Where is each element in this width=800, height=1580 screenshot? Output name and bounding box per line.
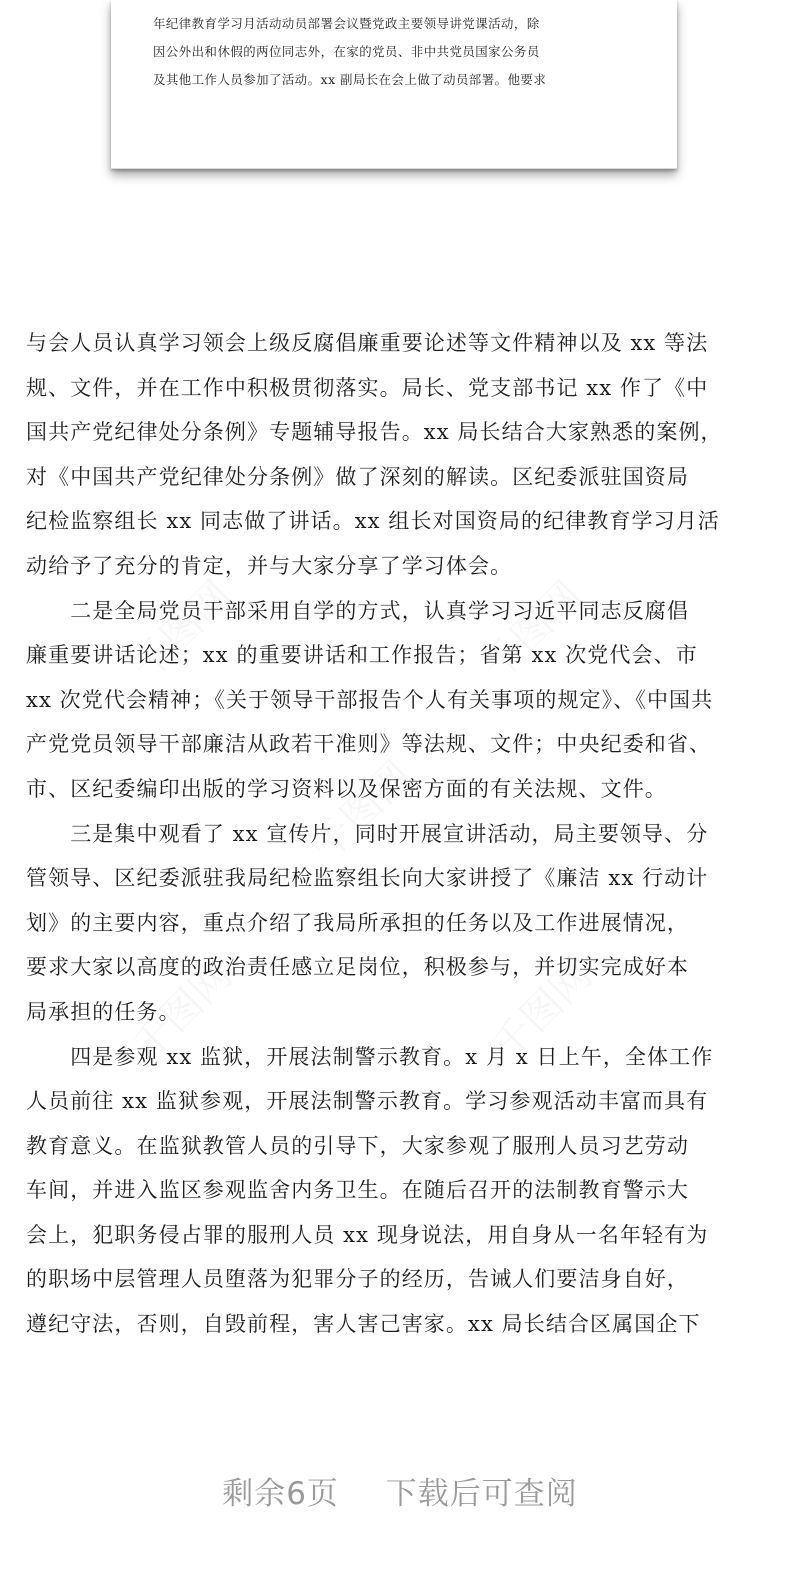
document-line: 车间，并进入监区参观监舍内务卫生。在随后召开的法制教育警示大 xyxy=(26,1178,689,1203)
document-line: 人员前往 xx 监狱参观，开展法制警示教育。学习参观活动丰富而具有 xyxy=(26,1089,709,1114)
document-line: 四是参观 xx 监狱，开展法制警示教育。x 月 x 日上午，全体工作 xyxy=(26,1044,714,1069)
document-line: 局承担的任务。 xyxy=(26,999,181,1024)
document-body xyxy=(26,321,776,1347)
document-line: 国共产党纪律处分条例》专题辅导报告。xx 局长结合大家熟悉的案例， xyxy=(26,420,723,445)
document-line: 的职场中层管理人员堕落为犯罪分子的经历，告诫人们要洁身自好， xyxy=(26,1267,689,1292)
document-line: 动给予了充分的肯定，并与大家分享了学习体会。 xyxy=(26,553,513,578)
download-to-view-label: 下载后可查阅 xyxy=(385,1476,578,1512)
preview-line: 年纪律教育学习月活动动员部署会议暨党政主要领导讲党课活动，除 xyxy=(153,16,540,31)
document-line: 廉重要讲话论述；xx 的重要讲话和工作报告；省第 xx 次党代会、市 xyxy=(26,643,698,668)
page-preview-card xyxy=(111,0,677,169)
download-notice[interactable] xyxy=(0,1468,800,1513)
document-line: xx 次党代会精神；《关于领导干部报告个人有关事项的规定》、《中国共 xyxy=(26,687,714,712)
document-line: 二是全局党员干部采用自学的方式，认真学习习近平同志反腐倡 xyxy=(26,598,689,623)
document-line: 规、文件，并在工作中积极贯彻落实。局长、党支部书记 xx 作了《中 xyxy=(26,375,709,400)
document-line: 会上，犯职务侵占罪的服刑人员 xx 现身说法，用自身从一名年轻有为 xyxy=(26,1222,709,1247)
document-line: 教育意义。在监狱教管人员的引导下，大家参观了服刑人员习艺劳动 xyxy=(26,1133,689,1158)
document-line: 要求大家以高度的政治责任感立足岗位，积极参与，并切实完成好本 xyxy=(26,955,689,980)
preview-line: 及其他工作人员参加了活动。xx 副局长在会上做了动员部署。他要求 xyxy=(153,72,547,87)
preview-line: 因公外出和休假的两位同志外，在家的党员、非中共党员国家公务员 xyxy=(153,44,540,59)
document-line: 三是集中观看了 xx 宣传片，同时开展宣讲活动，局主要领导、分 xyxy=(26,821,709,846)
document-line: 对《中国共产党纪律处分条例》做了深刻的解读。区纪委派驻国资局 xyxy=(26,464,689,489)
document-line: 遵纪守法，否则，自毁前程，害人害己害家。xx 局长结合区属国企下 xyxy=(26,1312,701,1337)
document-line: 与会人员认真学习领会上级反腐倡廉重要论述等文件精神以及 xx 等法 xyxy=(26,331,709,355)
remaining-pages-label: 剩余6页 xyxy=(222,1476,339,1512)
document-line: 纪检监察组长 xx 同志做了讲话。xx 组长对国资局的纪律教育学习月活 xyxy=(26,509,720,534)
document-line: 市、区纪委编印出版的学习资料以及保密方面的有关法规、文件。 xyxy=(26,776,667,801)
preview-text xyxy=(153,10,639,94)
document-line: 管领导、区纪委派驻我局纪检监察组长向大家讲授了《廉洁 xx 行动计 xyxy=(26,866,709,891)
document-line: 划》的主要内容，重点介绍了我局所承担的任务以及工作进展情况， xyxy=(26,910,689,935)
document-line: 产党党员领导干部廉洁从政若干准则》等法规、文件；中央纪委和省、 xyxy=(26,732,712,757)
